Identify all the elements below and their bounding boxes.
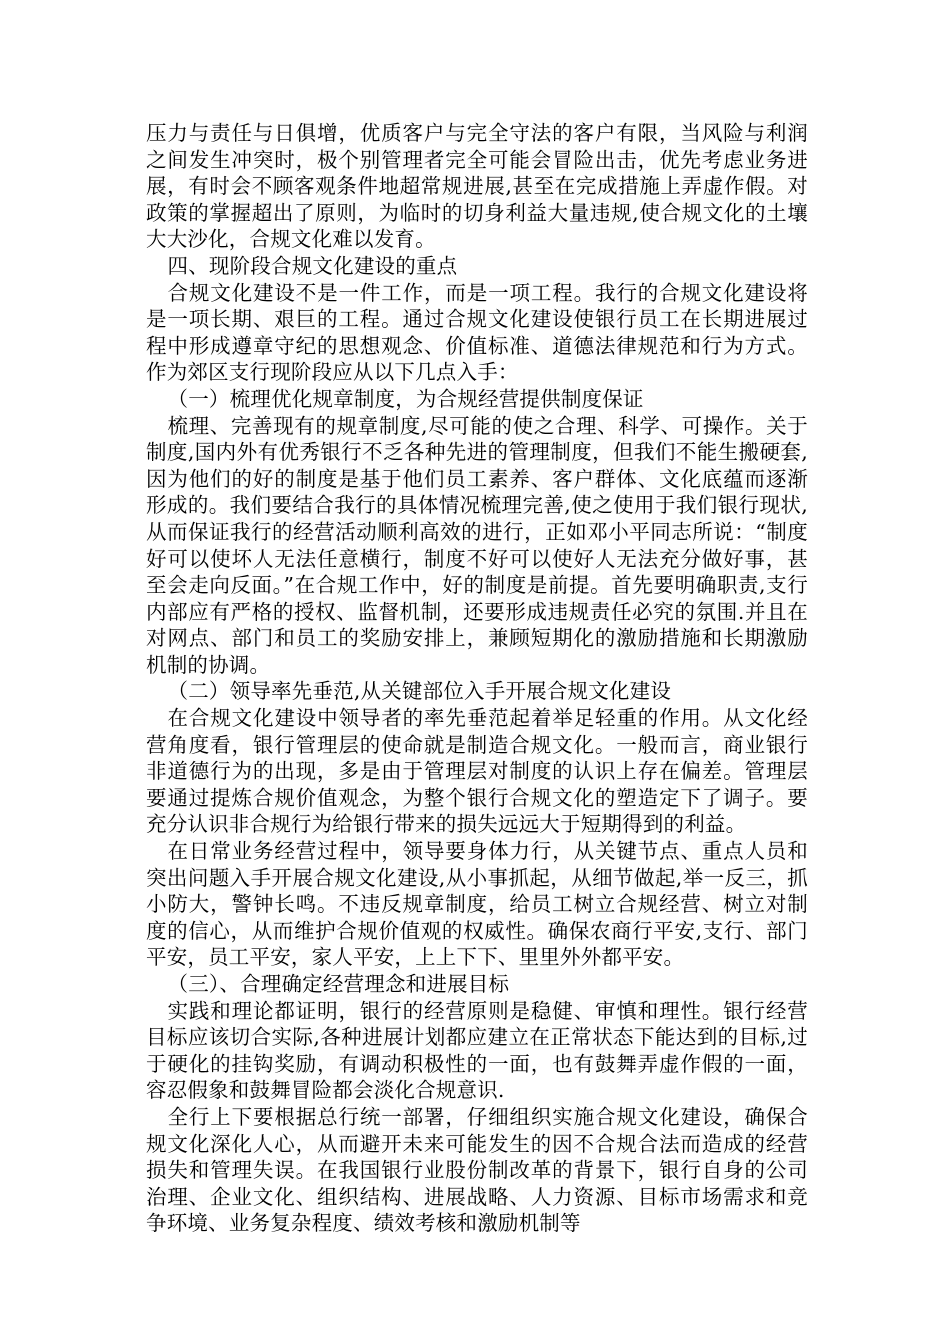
paragraph-leadership: 在合规文化建设中领导者的率先垂范起着举足轻重的作用。从文化经营角度看，银行管理层的使命就是制造合规文化。一般而言，商业银行非道德行为的出现，多是由于管理层对制度的认识上存在偏差。管理层要通过提炼合规价值观念，为整个银行合规文化的塑造定下了调子。要充分认识非合规行为给银行带来的损失远远大于短期得到的利益。 (146, 706, 808, 837)
paragraph-implementation: 全行上下要根据总行统一部署，仔细组织实施合规文化建设，确保合规文化深化人心，从而避开未来可能发生的因不合规合法而造成的经营损失和管理失误。在我国银行业股份制改革的背景下，银行自身的公司治理、企业文化、组织结构、进展战略、人力资源、目标市场需求和竞争环境、业务复杂程度、绩效考核和激励机制等 (146, 1104, 808, 1236)
document-page (146, 120, 808, 1237)
paragraph-compliance-project: 合规文化建设不是一件工作，而是一项工程。我行的合规文化建设将是一项长期、艰巨的工程。通过合规文化建设使银行员工在长期进展过程中形成遵章守纪的思想观念、价值标准、道德法律规范和行为方式。作为郊区支行现阶段应从以下几点入手： (146, 280, 808, 385)
subheading-one: （一）梳理优化规章制度，为合规经营提供制度保证 (167, 386, 644, 411)
paragraph-principles: 实践和理论都证明，银行的经营原则是稳健、审慎和理性。银行经营目标应该切合实际,各种进展计划都应建立在正常状态下能达到的目标,过于硬化的挂钩奖励，有调动积极性的一面，也有鼓舞弄虚作假的一面，容忍假象和鼓舞冒险都会淡化合规意识. (146, 998, 808, 1103)
paragraph-daily-business: 在日常业务经营过程中，领导要身体力行，从关键节点、重点人员和突出问题入手开展合规文化建设,从小事抓起，从细节做起,举一反三，抓小防大，警钟长鸣。不违反规章制度，给员工树立合规经营、树立对制度的信心，从而维护合规价值观的权威性。确保农商行平安,支行、部门平安，员工平安，家人平安，上上下下、里里外外都平安。 (146, 839, 808, 970)
subheading-three: （三）、合理确定经营理念和进展目标 (167, 972, 510, 996)
subheading-two: （二）领导率先垂范,从关键部位入手开展合规文化建设 (167, 679, 672, 704)
section-heading-four: 四、现阶段合规文化建设的重点 (167, 253, 458, 278)
paragraph-rules: 梳理、完善现有的规章制度,尽可能的使之合理、科学、可操作。关于制度,国内外有优秀银行不乏各种先进的管理制度，但我们不能生搬硬套,因为他们的好的制度是基于他们员工素养、客户群体、文化底蕴而逐渐形成的。我们要结合我行的具体情况梳理完善,使之使用于我们银行现状,从而保证我行的经营活动顺利高效的进行，正如邓小平同志所说：“制度好可以使坏人无法任意横行，制度不好可以使好人无法充分做好事，甚至会走向反面。”在合规工作中，好的制度是前提。首先要明确职责,支行内部应有严格的授权、监督机制，还要形成违规责任必究的氛围.并且在对网点、部门和员工的奖励安排上，兼顾短期化的激励措施和长期激励机制的协调。 (146, 413, 808, 677)
paragraph-pressure: 压力与责任与日俱增，优质客户与完全守法的客户有限，当风险与利润之间发生冲突时，极个别管理者完全可能会冒险出击，优先考虑业务进展，有时会不顾客观条件地超常规进展,甚至在完成措施上弄虚作假。对政策的掌握超出了原则，为临时的切身利益大量违规,使合规文化的土壤大大沙化，合规文化难以发育。 (146, 121, 808, 252)
